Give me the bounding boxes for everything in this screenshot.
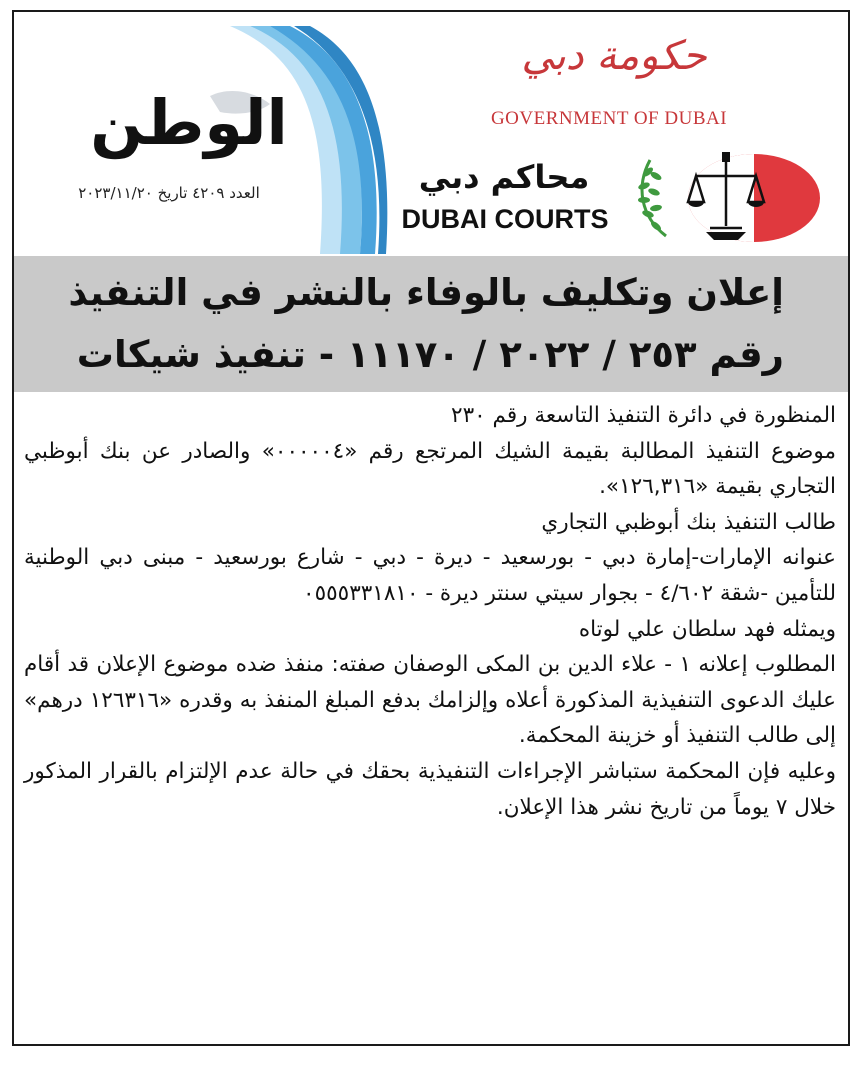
notice-body [14,398,848,825]
header [14,12,848,254]
body-paragraph-circuit: المنظورة في دائرة التنفيذ التاسعة رقم ٢٣٠ [451,403,836,428]
notice-title-band [14,256,848,392]
body-paragraph-address: عنوانه الإمارات-إمارة دبي - بورسعيد - ديرة - دبي - شارع بورسعيد - مبنى دبي الوطنية للتأمين -شقة ٤/٦٠٢ - بجوار سيتي سنتر ديرة - ٠٥٥٥٣٣١٨١٠ [24,545,836,606]
government-name-en: GOVERNMENT OF DUBAI [490,108,728,129]
body-paragraph-representative: ويمثله فهد سلطان علي لوتاه [578,616,836,642]
body-paragraph-warning: وعليه فإن المحكمة ستباشر الإجراءات التنفيذية بحقك في حالة عدم الإلتزام بالقرار المذكور خلال ٧ يوماً من تاريخ نشر هذا الإعلان. [24,758,836,820]
government-name-ar: حكومة دبي [521,33,707,79]
courts-name-en: DUBAI COURTS [401,204,609,234]
notice-title-line2: رقم ٢٥٣ / ٢٠٢٢ / ١١١٧٠ - تنفيذ شيكات [76,333,784,376]
courts-name-ar: محاكم دبي [418,158,590,196]
newspaper-name: الوطن [90,86,288,159]
dubai-courts-emblem [626,146,826,250]
issue-line: العدد ٤٢٠٩ تاريخ ٢٠٢٣/١١/٢٠ [78,184,260,202]
body-paragraph-subject: موضوع التنفيذ المطالبة بقيمة الشيك المرتجع رقم «٠٠٠٠٠٤» والصادر عن بنك أبوظبي التجاري بقيمة «١٢٦,٣١٦». [24,438,836,500]
notice-frame [12,10,850,1046]
body-paragraph-defendant: المطلوب إعلانه ١ - علاء الدين بن المكى الوصفان صفته: منفذ ضده موضوع الإعلان قد أقام عليك الدعوى التنفيذية المذكورة أعلاه وإلزامك بدفع المبلغ المنفذ به وقدره «١٢٦٣١٦ درهم» إلى طالب التنفيذ أو خزينة المحكمة. [24,652,837,749]
notice-title-line1: إعلان وتكليف بالوفاء بالنشر في التنفيذ [68,271,784,314]
body-paragraph-claimant: طالب التنفيذ بنك أبوظبي التجاري [541,509,836,535]
